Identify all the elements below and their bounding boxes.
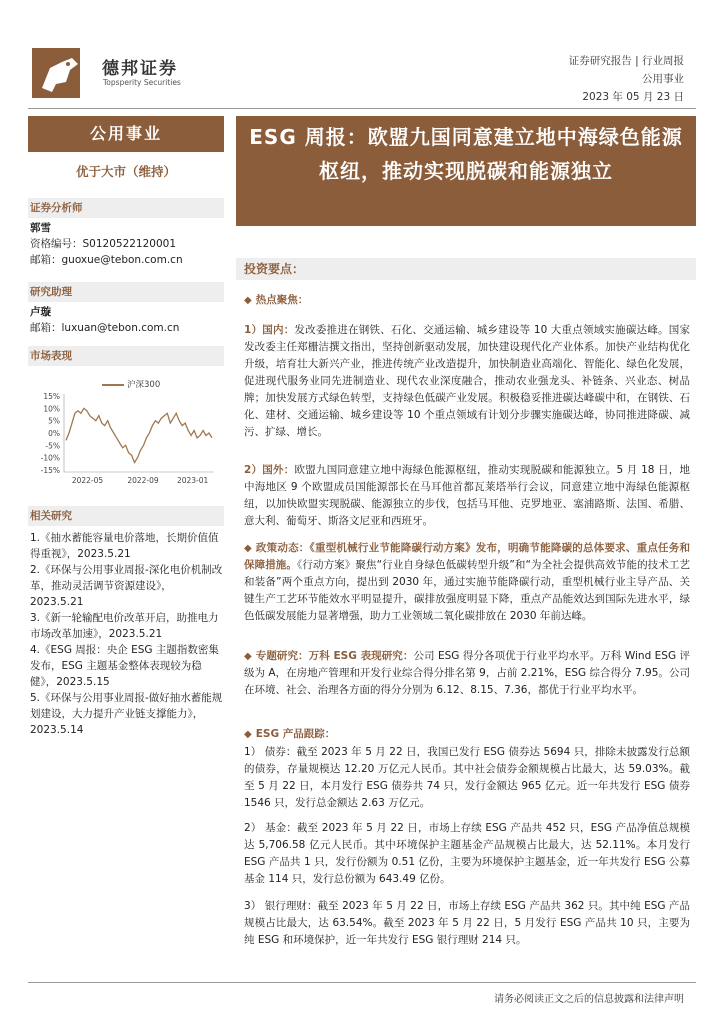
company-logo: [32, 48, 187, 98]
bullet-diamond-icon: ◆: [244, 729, 252, 740]
assistant-email[interactable]: 邮箱：luxuan@tebon.com.cn: [30, 322, 180, 334]
related-research-list: [30, 530, 224, 738]
bullet-diamond-icon: ◆: [244, 543, 252, 554]
product-heading: [244, 726, 690, 743]
product-label: ESG 产品跟踪：: [255, 728, 336, 740]
report-type: 证券研究报告 | 行业周报: [568, 55, 684, 67]
footer-divider: [28, 982, 696, 983]
domestic-label: 1）国内：: [244, 324, 295, 336]
policy-paragraph: [244, 540, 690, 625]
analyst-email[interactable]: 邮箱：guoxue@tebon.com.cn: [30, 254, 183, 266]
analyst-name: 郭雪: [30, 222, 51, 234]
foreign-label: 2）国外：: [244, 464, 295, 476]
market-heading: 市场表现: [28, 346, 224, 366]
related-item[interactable]: 4.《ESG 周报：央企 ESG 主题指数密集发布，ESG 主题基金整体表现较为稳健》，2023.5.15: [30, 644, 219, 688]
header-divider: [28, 108, 696, 109]
assistant-heading: 研究助理: [28, 282, 224, 302]
bond-paragraph: 1） 债券：截至 2023 年 5 月 22 日，我国已发行 ESG 债券达 5694 只，排除未披露发行总额的债券，存量规模达 12.20 万亿元人民币。其中社会债券金额规模占比最大，达 59.03%。截至 5 月 22 日，本月发行 ESG 债券共 74 只，发行金额达 965 亿元。近一年共发行 ESG 债券 1546 只，发行总金额达 2.63 万亿元。: [244, 746, 690, 809]
report-date: 2023 年 05 月 23 日: [582, 91, 684, 103]
fund-paragraph: 2） 基金：截至 2023 年 5 月 22 日，市场上存续 ESG 产品共 452 只，ESG 产品净值总规模达 5,706.58 亿元人民币。其中环境保护主题基金产品规模占比最大，达 52.11%。本月发行 ESG 产品共 1 只，发行份额为 0.51 亿份，主要为环境保护主题基金，近一年共发行 ESG 公募基金 114 只，发行总份额为 643.49 亿份。: [244, 822, 690, 885]
y-tick-label: -5%: [45, 441, 60, 451]
bullet-diamond-icon: ◆: [244, 295, 252, 306]
assistant-info: [28, 304, 224, 336]
related-item[interactable]: 2.《环保与公用事业周报-深化电价机制改革，推动灵活调节资源建设》，2023.5.21: [30, 564, 223, 608]
hot-focus-heading: [244, 292, 690, 309]
special-label: 专题研究：万科 ESG 表现研究：: [255, 650, 414, 662]
logo-mark-icon: [32, 48, 94, 98]
hot-focus-label: 热点聚焦：: [255, 294, 309, 306]
y-tick-label: 10%: [43, 404, 60, 414]
analyst-cert: 资格编号：S0120522120001: [30, 238, 177, 250]
policy-label: 政策动态：《重型机械行业节能降碳行动方案》发布，明确节能降碳的总体要求、重点任务和保障措施。: [244, 542, 690, 571]
analyst-info: [28, 220, 224, 268]
series-line-hs300: [66, 408, 212, 462]
rating: 优于大市（维持）: [75, 164, 176, 179]
x-tick-label: 2023-01: [176, 476, 209, 485]
policy-text: 《行动方案》聚焦“行业自身绿色低碳转型升级”和“为全社会提供高效节能的技术工艺和装备”两个重点方向，提出到 2030 年，通过实施节能降碳行动，重型机械行业主导产品、关键生产工艺环节能效水平明显提升，碳排放强度明显下降，重点产品能效达到国际先进水平，绿色低碳发展能力显著增强，助力工业领域二氧化碳排放在 2030 年前达峰。: [244, 559, 690, 622]
sector-label: 公用事业: [28, 116, 224, 152]
y-tick-label: -10%: [40, 453, 60, 463]
related-item[interactable]: 1.《抽水蓄能容量电价落地，长期价值值得重视》，2023.5.21: [30, 532, 219, 560]
report-industry: 公用事业: [642, 73, 684, 85]
logo-english-name: Topsperity Securities: [103, 78, 181, 87]
special-text: 公司 ESG 得分各项优于行业平均水平。万科 Wind ESG 评级为 A，在房地产管理和开发行业综合得分排名第 9，占前 2.21%，ESG 综合得分 7.95。公司在环境、社会、治理各方面的得分分别为 6.12、8.15、7.36，都优于行业平均水平。: [244, 650, 690, 696]
related-item[interactable]: 5.《环保与公用事业周报-做好抽水蓄能规划建设，大力提升产业链支撑能力》，2023.5.14: [30, 692, 223, 736]
wealth-paragraph: 3） 银行理财：截至 2023 年 5 月 22 日，市场上存续 ESG 产品共 362 只。其中纯 ESG 产品规模占比最大，达 63.54%。截至 2023 年 5 月 22 日，5 月发行 ESG 产品共 10 只，主要为纯 ESG 和环境保护，近一年共发行 ESG 银行理财 214 只。: [244, 900, 690, 946]
foreign-text: 欧盟九国同意建立地中海绿色能源枢纽，推动实现脱碳和能源独立。5 月 18 日，地中海地区 9 个欧盟成员国能源部长在马耳他首都瓦莱塔举行会议，同意建立地中海绿色能源枢纽，以加快欧盟实现脱碳、能源独立的步伐，包括马耳他、克罗地亚、塞浦路斯、法国、希腊、意大利、葡萄牙、斯洛文尼亚和西班牙。: [244, 464, 690, 527]
bullet-diamond-icon: ◆: [244, 651, 252, 662]
legend-label: 沪深300: [127, 380, 161, 390]
x-tick-label: 2022-05: [71, 476, 104, 485]
y-tick-label: 15%: [43, 392, 60, 401]
footer-disclaimer[interactable]: 请务必阅读正文之后的信息披露和法律声明: [494, 994, 684, 1005]
market-chart: [28, 390, 218, 490]
assistant-name: 卢璇: [30, 306, 51, 318]
y-tick-label: -15%: [40, 466, 60, 475]
x-tick-label: 2022-09: [127, 476, 159, 485]
logo-chinese-name: 德邦证券: [102, 59, 178, 79]
related-heading: 相关研究: [28, 506, 224, 526]
related-item[interactable]: 3.《新一轮输配电价改革开启，助推电力市场改革加速》，2023.5.21: [30, 612, 219, 640]
special-paragraph: [244, 648, 690, 699]
foreign-paragraph: [244, 462, 690, 530]
report-title: ESG 周报：欧盟九国同意建立地中海绿色能源枢纽，推动实现脱碳和能源独立: [236, 116, 696, 226]
y-tick-label: 0%: [48, 429, 60, 438]
analyst-heading: 证券分析师: [28, 198, 224, 218]
domestic-paragraph: [244, 322, 690, 441]
domestic-text: 发改委推进在钢铁、石化、交通运输、城乡建设等 10 大重点领域实施碳达峰。国家发改委主任郑栅洁撰文指出，坚持创新驱动发展，加快建设现代化产业体系。加快产业结构优化升级，培育壮大新兴产业，推进传统产业改造提升，加快制造业高端化、智能化、绿色化发展，促进现代服务业同先进制造业、现代农业深度融合，推动农业强龙头、补链条、兴业态、树品牌；加快发展方式绿色转型，支持绿色低碳产业发展。积极稳妥推进碳达峰碳中和，在钢铁、石化、建材、交通运输、城乡建设等 10 个重点领域有计划分步骤实施碳达峰，协同推进降碳、减污、扩绿、增长。: [244, 324, 690, 438]
y-tick-label: 5%: [48, 416, 60, 426]
header-meta: [569, 52, 684, 106]
legend-swatch: [102, 384, 124, 386]
section-heading: 投资要点：: [236, 258, 696, 280]
